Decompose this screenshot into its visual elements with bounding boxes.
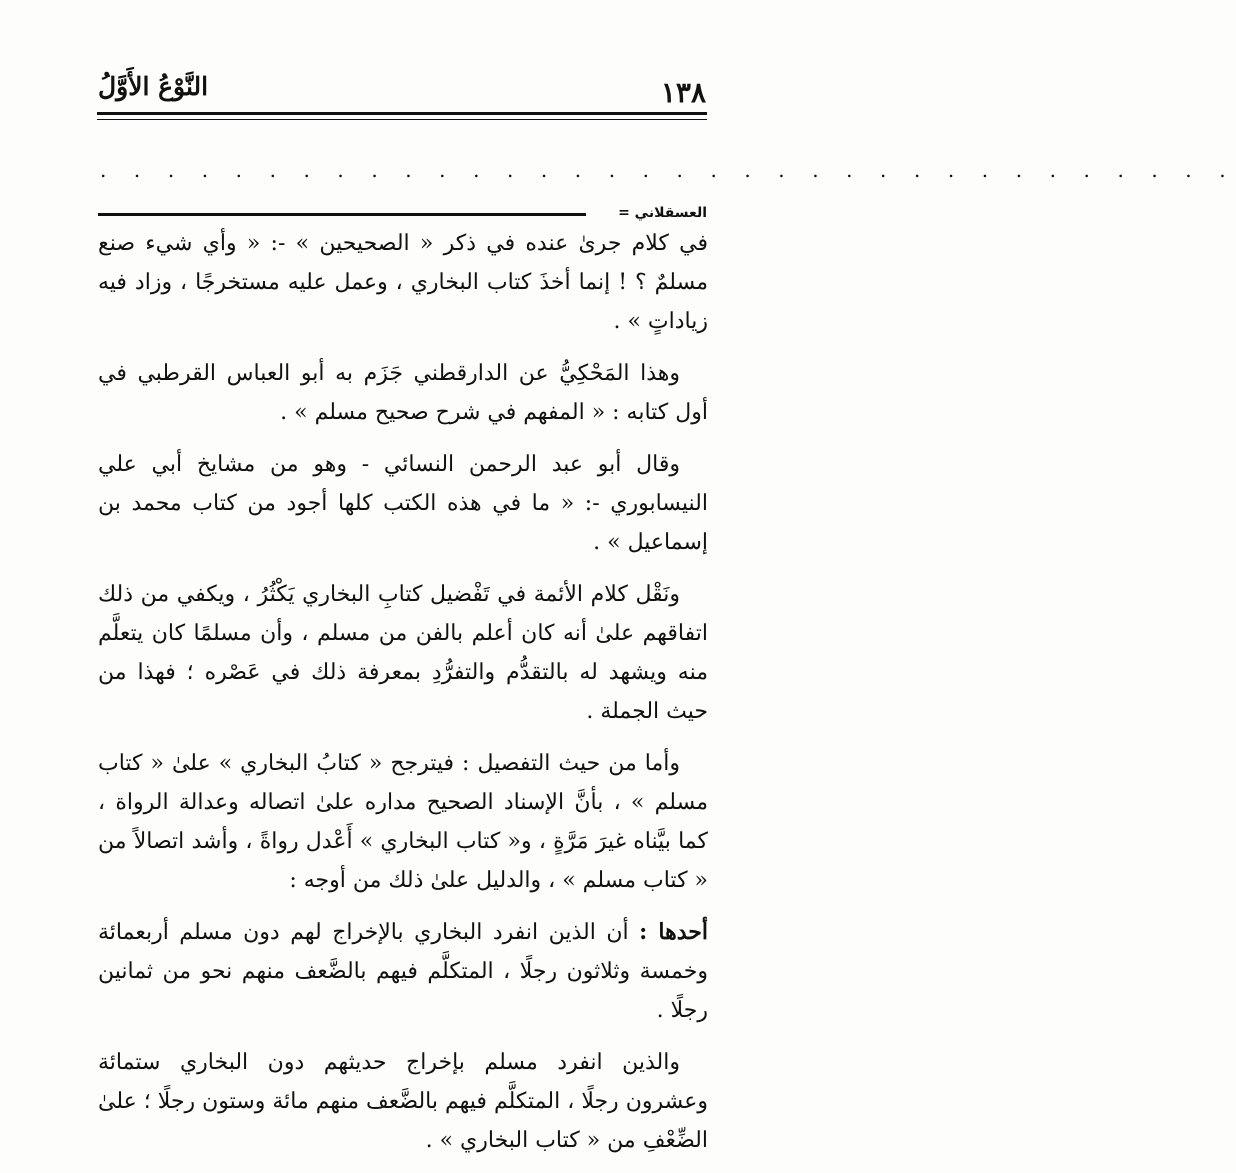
paragraph-6-text: أن الذين انفرد البخاري بالإخراج لهم دون مسلم أربعمائة وخمسة وثلاثون رجلًا ، المتكلَّم فيهم بالضَّعف منهم نحو من ثمانين رجلًا . xyxy=(98,920,708,1023)
commentary-body xyxy=(98,224,708,1173)
paragraph-6 xyxy=(98,913,708,1030)
chapter-title: النَّوْعُ الأَوَّلُ xyxy=(98,72,209,101)
header-rule-thin xyxy=(97,119,707,120)
paragraph-6-lead: أحدها : xyxy=(639,919,708,945)
footnote-separator-dots: . . . . . . . . . . . . . . . . . . . . . . . . . . . . . . . . . . xyxy=(100,158,1236,182)
page-number: ١٣٨ xyxy=(660,76,706,109)
paragraph-1: في كلام جرىٰ عنده في ذكر « الصحيحين » -: « وأي شيء صنع مسلمٌ ؟ ! إنما أخذَ كتاب البخاري ، وعمل عليه مستخرجًا ، وزاد فيه زياداتٍ » . xyxy=(98,231,708,334)
paragraph-7: والذين انفرد مسلم بإخراج حديثهم دون البخاري ستمائة وعشرون رجلًا ، المتكلَّم فيهم بالضَّعف منهم مائة وستون رجلًا ؛ علىٰ الضِّعْفِ من « كتاب البخاري » . xyxy=(98,1050,708,1153)
paragraph-2: وهذا المَحْكِيُّ عن الدارقطني جَزَم به أبو العباس القرطبي في أول كتابه : « المفهم في شرح صحيح مسلم » . xyxy=(98,361,708,425)
page-header xyxy=(98,66,706,110)
paragraph-5: وأما من حيث التفصيل : فيترجح « كتابُ البخاري » علىٰ « كتاب مسلم » ، بأنَّ الإسناد الصحيح مداره علىٰ اتصاله وعدالة الرواة ، كما بيَّناه غيرَ مَرَّةٍ ، و« كتاب البخاري » أَعْدل رواةً ، وأشد اتصالاً من « كتاب مسلم » ، والدليل علىٰ ذلك من أوجه : xyxy=(98,751,708,893)
commentary-label: العسقلاني = xyxy=(618,205,707,221)
commentary-rule xyxy=(98,213,586,216)
paragraph-3: وقال أبو عبد الرحمن النسائي - وهو من مشايخ أبي علي النيسابوري -: « ما في هذه الكتب كلها أجود من كتاب محمد بن إسماعيل » . xyxy=(98,452,708,555)
paragraph-4: ونَقْل كلام الأئمة في تَفْضيل كتابِ البخاري يَكْثُرُ ، ويكفي من ذلك اتفاقهم علىٰ أنه كان أعلم بالفن من مسلم ، وأن مسلمًا كان يتعلَّم منه ويشهد له بالتقدُّم والتفرُّدِ بمعرفة ذلك في عَصْره ؛ فهذا من حيث الجملة . xyxy=(98,582,708,724)
header-rule-thick xyxy=(97,112,707,115)
